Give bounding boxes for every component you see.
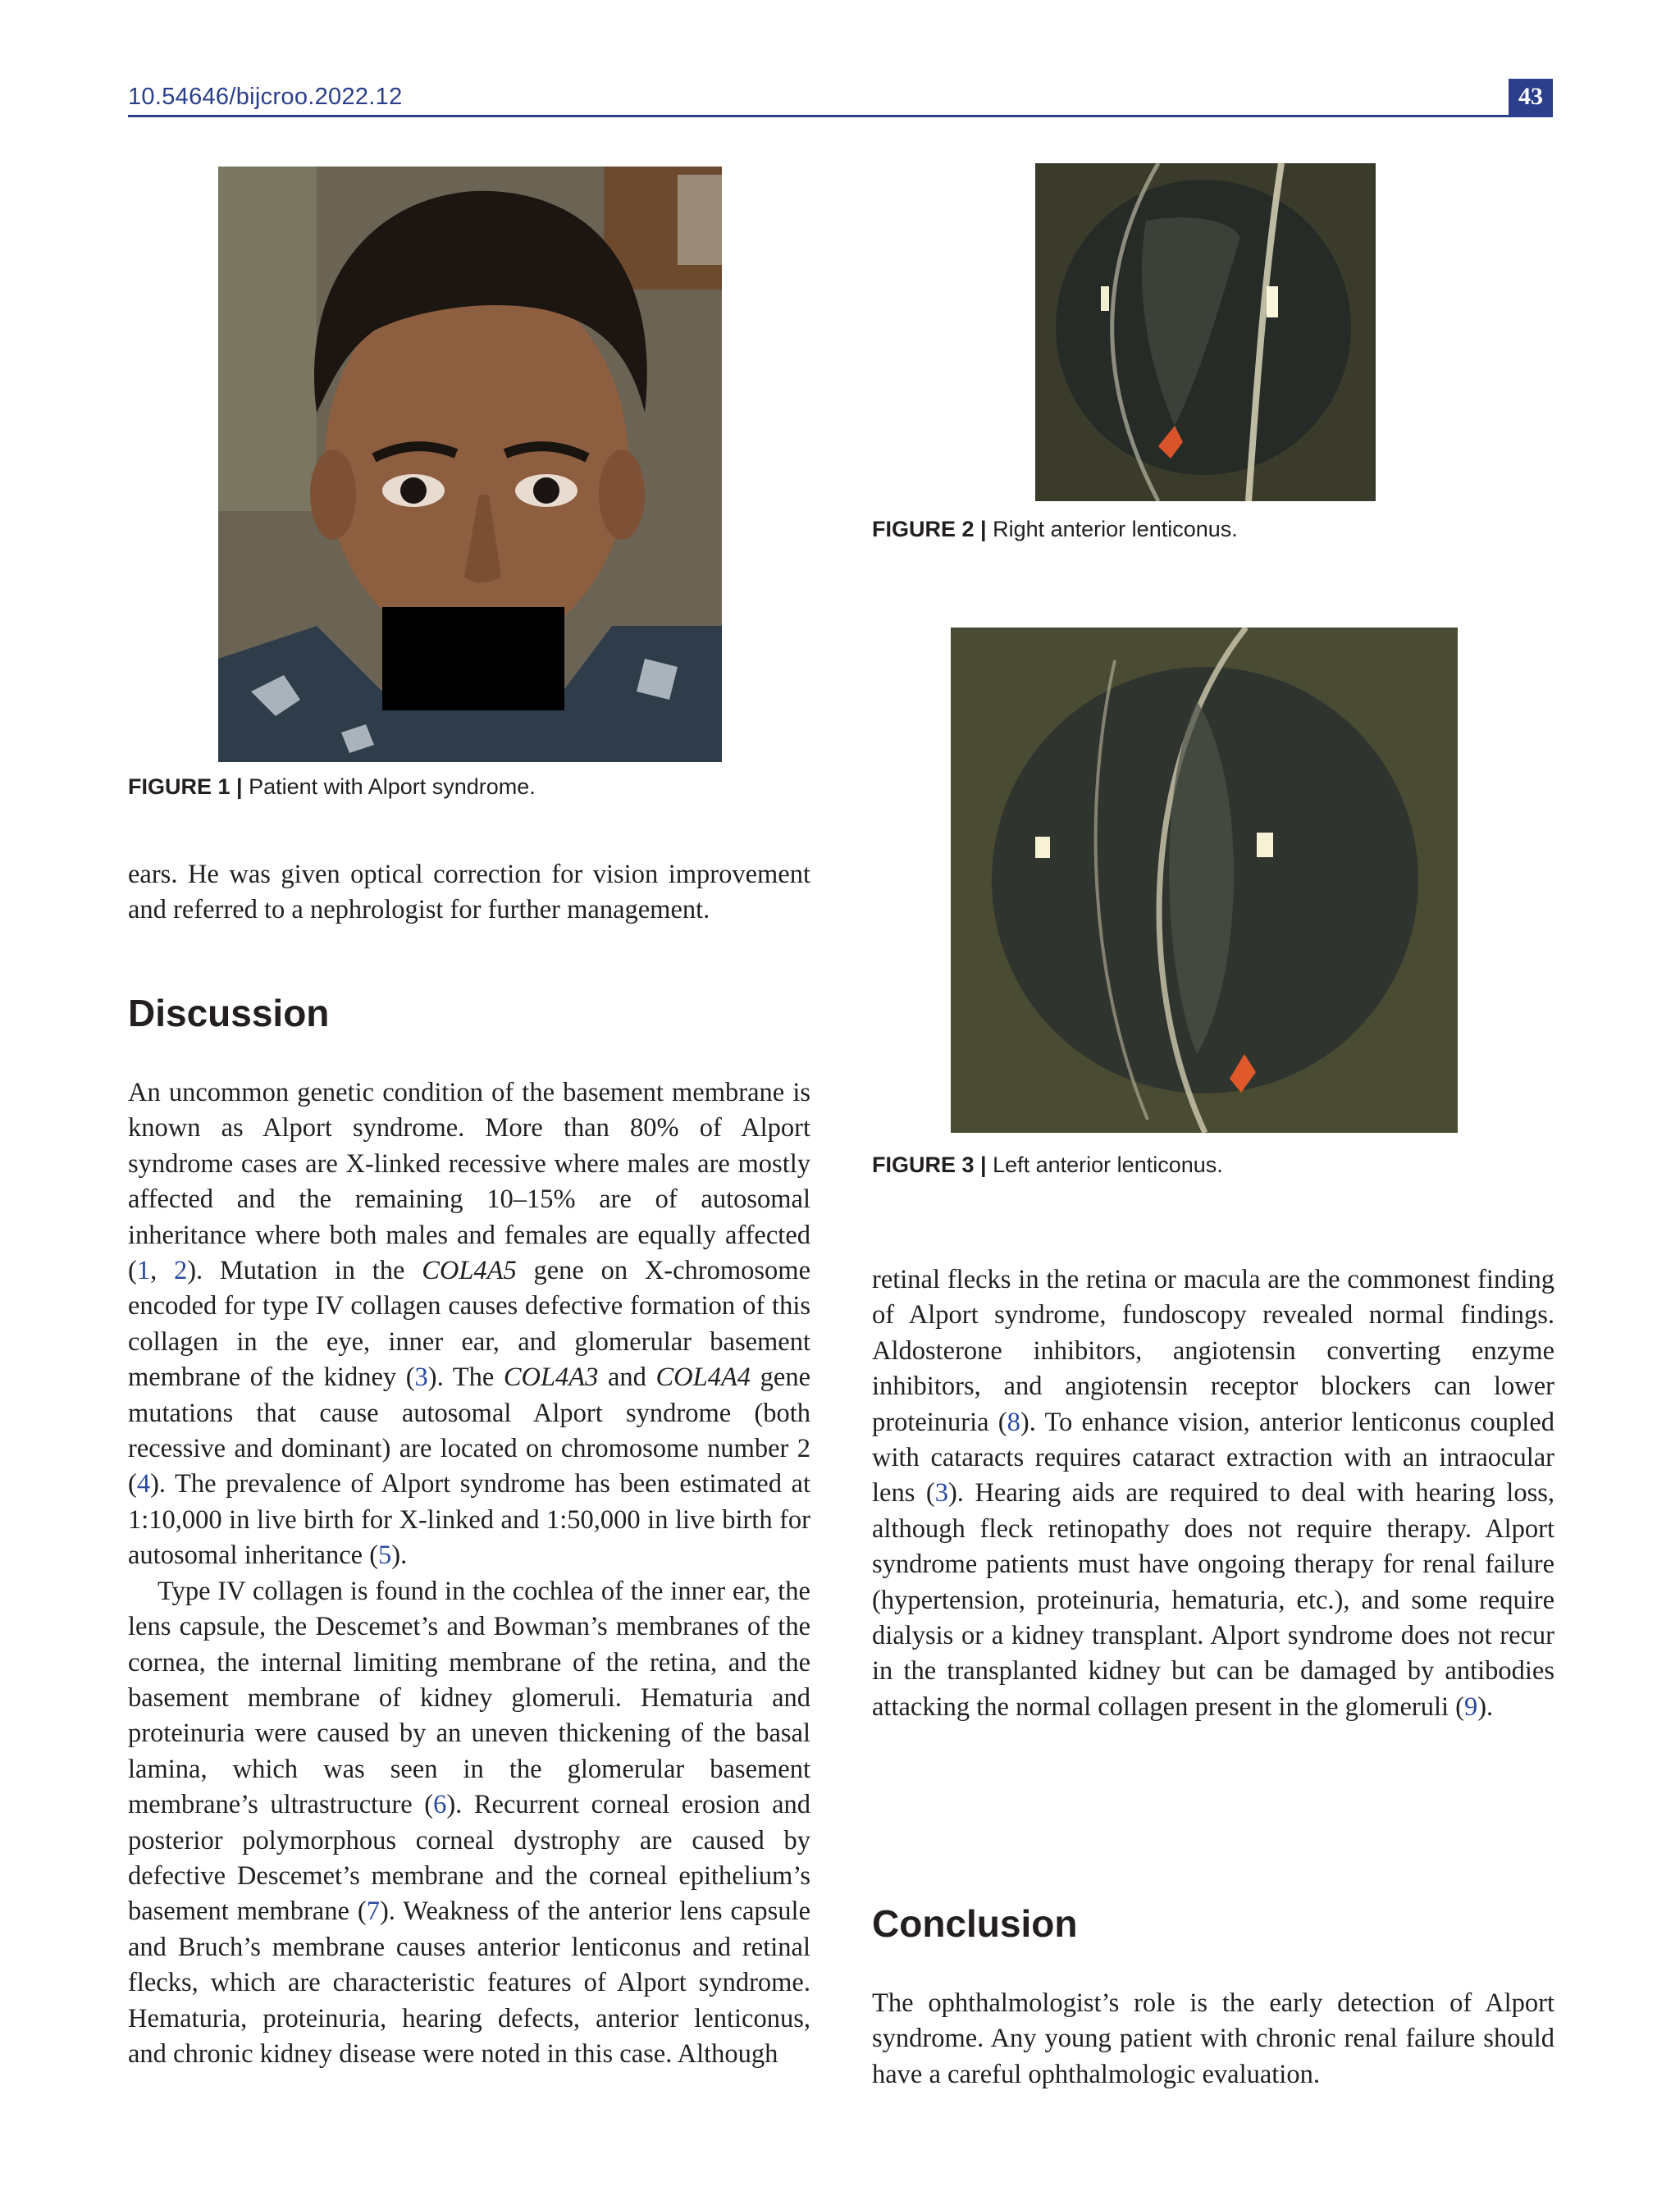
citation-link[interactable]: 3 bbox=[414, 1362, 428, 1393]
privacy-mask bbox=[382, 607, 564, 710]
figure-2-right-eye-image bbox=[1035, 163, 1376, 501]
citation-link[interactable]: 7 bbox=[366, 1896, 380, 1927]
conclusion-heading: Conclusion bbox=[872, 1902, 1078, 1945]
figure-1-patient-photo bbox=[218, 167, 722, 762]
header-rule bbox=[128, 115, 1553, 117]
citation-link[interactable]: 8 bbox=[1007, 1407, 1020, 1437]
page-number: 43 bbox=[1509, 79, 1553, 115]
paragraph-discussion-3: retinal flecks in the retina or macula are the commonest finding of Alport syndrome, fundoscopy revealed normal findings. Aldosterone inhibitors, angiotensin converting enzyme inhibitors, and angiotensin receptor blockers can lower proteinuria (8). To enhance vision, anterior lenticonus coupled with cataracts requires cataract extraction with an intraocular lens (3). Hearing aids are required to deal with hearing loss, although fleck retinopathy does not require therapy. Alport syndrome patients must have ongoing therapy for renal failure (hypertension, proteinuria, hematuria, etc.), and some require dialysis or a kidney transplant. Alport syndrome does not recur in the transplanted kidney but can be damaged by antibodies attacking the normal collagen present in the glomeruli (9). bbox=[872, 1265, 1554, 1722]
gene-name: COL4A4 bbox=[655, 1362, 751, 1393]
citation-link[interactable]: 9 bbox=[1463, 1691, 1478, 1722]
citation-link[interactable]: 4 bbox=[136, 1469, 151, 1499]
doi-link[interactable]: 10.54646/bijcroo.2022.12 bbox=[128, 84, 403, 110]
paragraph-conclusion: The ophthalmologist’s role is the early detection of Alport syndrome. Any young patient with chronic renal failure should have a careful ophthalmologic evaluation. bbox=[872, 1988, 1554, 2089]
citation-link[interactable]: 2 bbox=[173, 1256, 188, 1286]
figure-1-caption: FIGURE 1 | Patient with Alport syndrome. bbox=[128, 774, 536, 799]
figure-2-caption: FIGURE 2 | Right anterior lenticonus. bbox=[872, 517, 1238, 541]
citation-link[interactable]: 3 bbox=[934, 1478, 948, 1509]
right-column-conclusion bbox=[872, 1986, 1554, 2093]
citation-link[interactable]: 1 bbox=[136, 1256, 151, 1286]
left-column-intro bbox=[128, 857, 810, 929]
paragraph-intro: ears. He was given optical correction for vision improvement and referred to a nephrologist for further management. bbox=[128, 860, 810, 925]
figure-3-left-eye-image bbox=[951, 628, 1458, 1133]
right-column-discussion bbox=[872, 1262, 1554, 1725]
gene-name: COL4A3 bbox=[503, 1362, 599, 1393]
left-column-discussion bbox=[128, 1075, 810, 2072]
citation-link[interactable]: 6 bbox=[433, 1790, 447, 1820]
figure-3-caption: FIGURE 3 | Left anterior lenticonus. bbox=[872, 1152, 1223, 1177]
discussion-heading: Discussion bbox=[128, 992, 330, 1034]
paragraph-discussion-2: Type IV collagen is found in the cochlea of the inner ear, the lens capsule, the Descemet’s and Bowman’s membranes of the cornea, the internal limiting membrane of the retina, and the basement membrane of kidney glomeruli. Hematuria and proteinuria were caused by an uneven thickening of the basal lamina, which was seen in the glomerular basement membrane’s ultrastructure (6). Recurrent corneal erosion and posterior polymorphous corneal dystrophy are caused by defective Descemet’s membrane and the corneal epithelium’s basement membrane (7). Weakness of the anterior lens capsule and Bruch’s membrane causes anterior lenticonus and retinal flecks, which are characteristic features of Alport syndrome. Hematuria, proteinuria, hearing defects, anterior lenticonus, and chronic kidney disease were noted in this case. Although bbox=[128, 1576, 810, 2069]
paragraph-discussion-1: An uncommon genetic condition of the basement membrane is known as Alport syndrome. More than 80% of Alport syndrome cases are X-linked recessive where males are mostly affected and the remaining 10–15% are of autosomal inheritance where both males and females are equally affected (1, 2). Mutation in the COL4A5 gene on X-chromosome encoded for type IV collagen causes defective formation of this collagen in the eye, inner ear, and glomerular basement membrane of the kidney (3). The COL4A3 and COL4A4 gene mutations that cause autosomal Alport syndrome (both recessive and dominant) are located on chromosome number 2 (4). The prevalence of Alport syndrome has been estimated at 1:10,000 in live birth for X-linked and 1:50,000 in live birth for autosomal inheritance (5). bbox=[128, 1078, 810, 1571]
gene-name: COL4A5 bbox=[422, 1256, 517, 1286]
citation-link[interactable]: 5 bbox=[378, 1540, 392, 1571]
